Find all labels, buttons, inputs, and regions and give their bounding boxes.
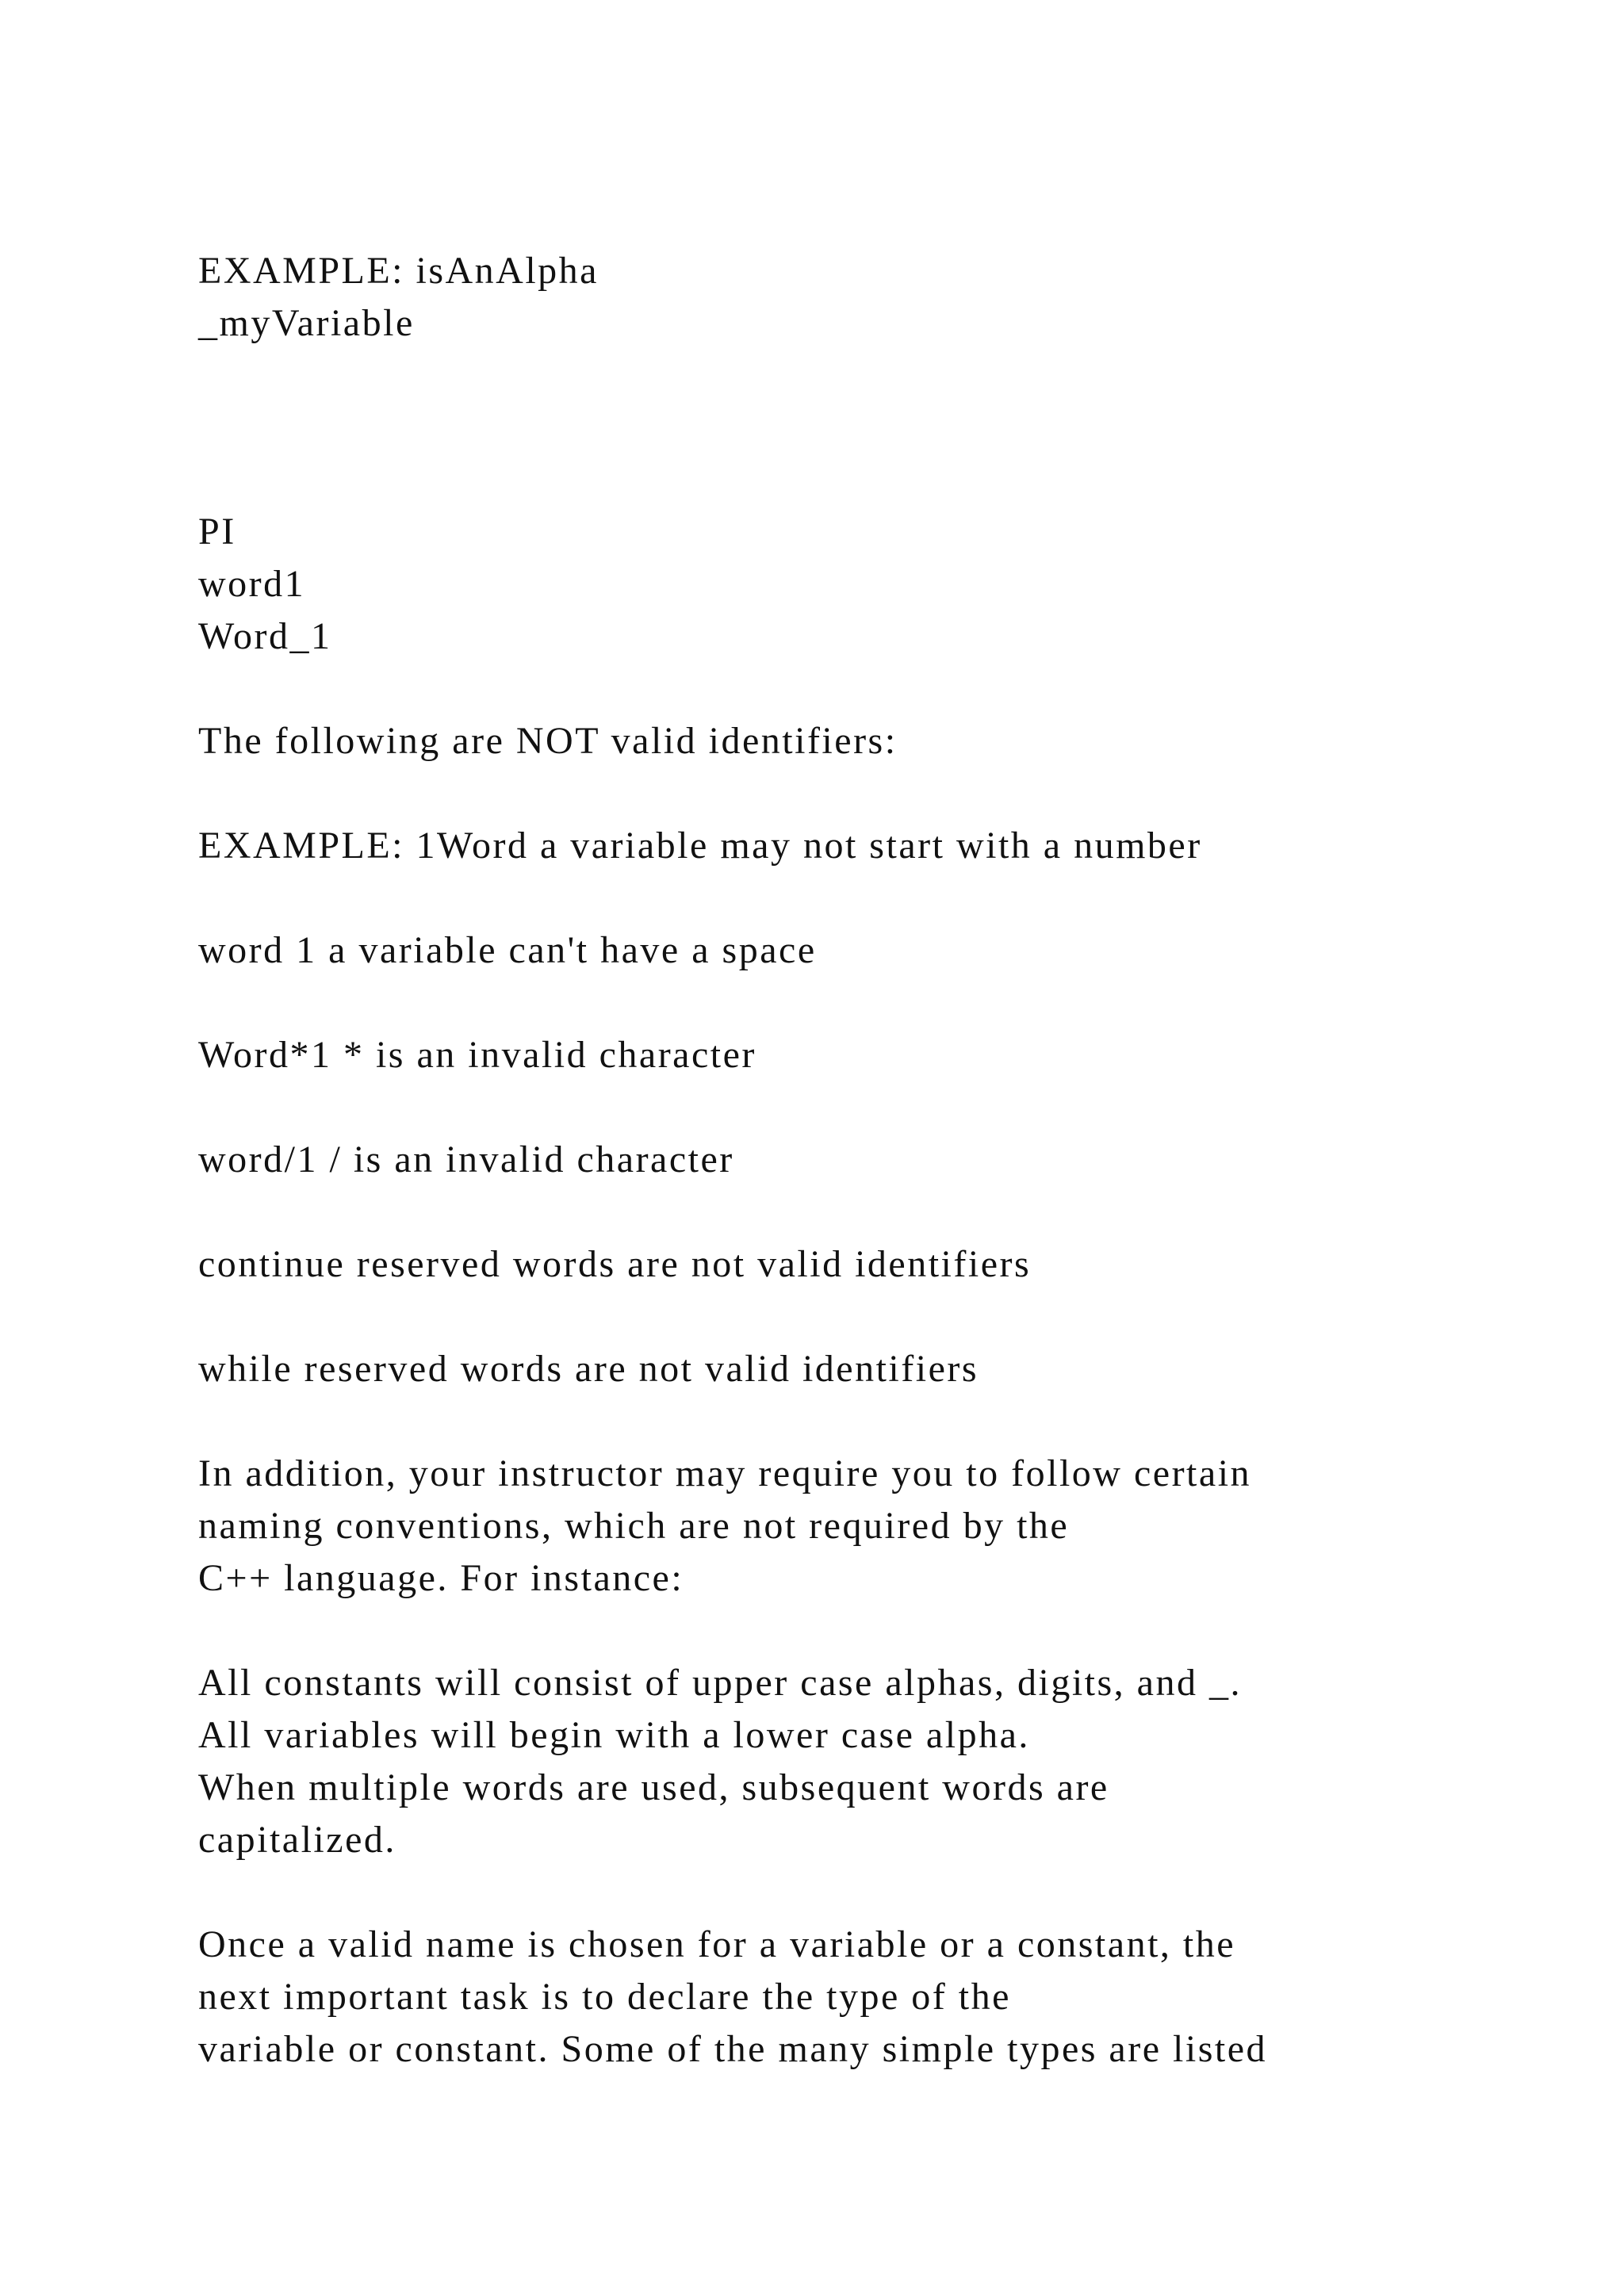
naming-conventions-paragraph-line-2: naming conventions, which are not required by the xyxy=(198,1505,1070,1547)
declare-type-paragraph-line-2: next important task is to declare the type of the xyxy=(198,1976,1011,2018)
convention-constants: All constants will consist of upper case alphas, digits, and _. xyxy=(198,1662,1242,1704)
invalid-example-asterisk: Word*1 * is an invalid character xyxy=(198,1034,756,1076)
naming-conventions-paragraph-line-1: In addition, your instructor may require you to follow certain xyxy=(198,1452,1252,1494)
convention-multiple-words-line-2: capitalized. xyxy=(198,1819,396,1861)
convention-multiple-words-line-1: When multiple words are used, subsequent words are xyxy=(198,1766,1109,1808)
naming-conventions-paragraph-line-3: C++ language. For instance: xyxy=(198,1557,684,1599)
example-valid-identifier-isanalpha: EXAMPLE: isAnAlpha xyxy=(198,250,599,292)
invalid-identifiers-heading: The following are NOT valid identifiers: xyxy=(198,720,898,762)
example-valid-identifier-word-underscore-1: Word_1 xyxy=(198,615,332,657)
declare-type-paragraph-line-1: Once a valid name is chosen for a variable or a constant, the xyxy=(198,1923,1236,1965)
invalid-example-starts-with-number: EXAMPLE: 1Word a variable may not start with a number xyxy=(198,825,1202,867)
example-valid-identifier-word1: word1 xyxy=(198,563,306,605)
invalid-example-has-space: word 1 a variable can't have a space xyxy=(198,929,817,971)
invalid-example-continue: continue reserved words are not valid identifiers xyxy=(198,1243,1032,1285)
declare-type-paragraph-line-3: variable or constant. Some of the many simple types are listed xyxy=(198,2028,1268,2070)
invalid-example-while: while reserved words are not valid identifiers xyxy=(198,1348,979,1390)
convention-variables: All variables will begin with a lower case alpha. xyxy=(198,1714,1030,1756)
invalid-example-slash: word/1 / is an invalid character xyxy=(198,1138,734,1181)
example-valid-identifier-myvariable: _myVariable xyxy=(198,302,415,344)
example-valid-identifier-pi: PI xyxy=(198,511,236,553)
